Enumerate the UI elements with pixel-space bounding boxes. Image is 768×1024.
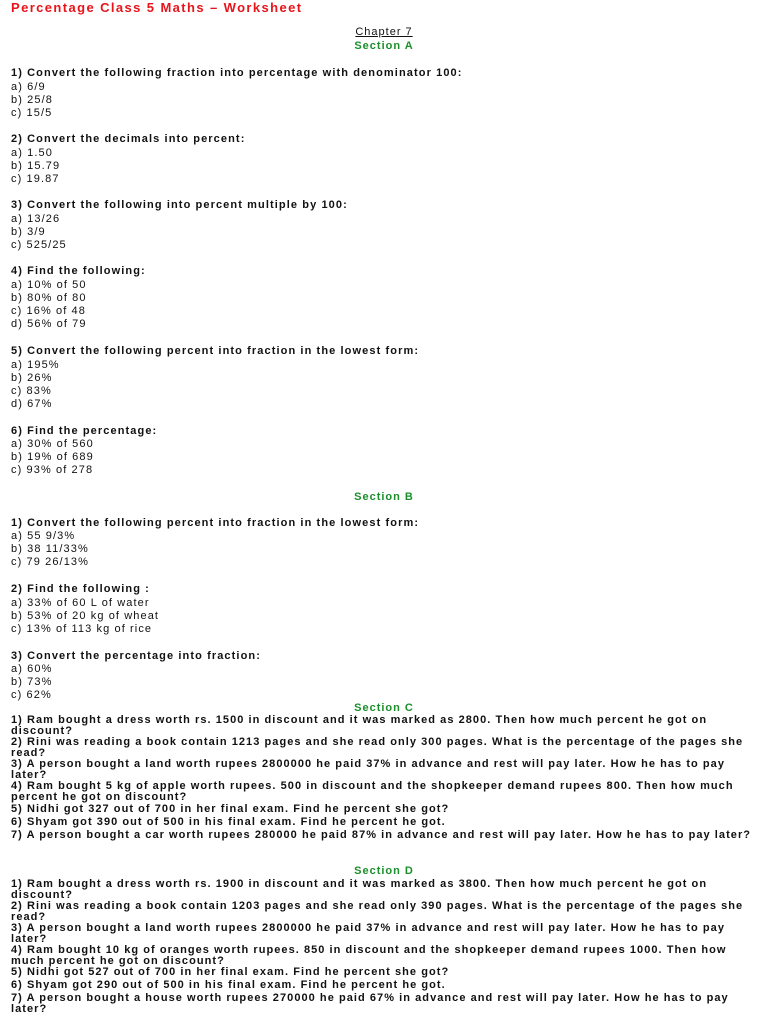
option: a) 60% xyxy=(11,663,53,675)
option: a) 55 9/3% xyxy=(11,530,76,542)
option: b) 26% xyxy=(11,372,53,384)
option: c) 93% of 278 xyxy=(11,464,94,476)
option: c) 525/25 xyxy=(11,239,67,251)
section-b-question-3: 3) Convert the percentage into fraction: xyxy=(11,650,261,662)
option: c) 19.87 xyxy=(11,173,60,185)
section-a-heading: Section A xyxy=(354,40,414,52)
option: a) 6/9 xyxy=(11,81,46,93)
option: b) 25/8 xyxy=(11,94,53,106)
option: c) 13% of 113 kg of rice xyxy=(11,623,153,635)
section-a-question-5: 5) Convert the following percent into fraction in the lowest form: xyxy=(11,345,420,357)
option: c) 15/5 xyxy=(11,107,53,119)
option: a) 33% of 60 L of water xyxy=(11,597,150,609)
section-c-question-1: 1) Ram bought a dress worth rs. 1500 in discount and it was marked as 2800. Then how much percent he got on discount? xyxy=(11,714,708,737)
option: b) 73% xyxy=(11,676,53,688)
section-d-question-1: 1) Ram bought a dress worth rs. 1900 in discount and it was marked as 3800. Then how much percent he got on discount? xyxy=(11,878,708,901)
option: a) 195% xyxy=(11,359,60,371)
option: a) 10% of 50 xyxy=(11,279,87,291)
option: b) 38 11/33% xyxy=(11,543,89,555)
option: a) 13/26 xyxy=(11,213,61,225)
section-d-question-6: 6) Shyam got 290 out of 500 in his final exam. Find he percent he got. xyxy=(11,979,446,991)
section-b-heading: Section B xyxy=(354,491,414,503)
section-d-question-3: 3) A person bought a land worth rupees 2800000 he paid 37% in advance and rest will pay later. How he has to pay later? xyxy=(11,922,726,945)
section-b-question-2: 2) Find the following : xyxy=(11,583,150,595)
section-d-question-7: 7) A person bought a house worth rupees 270000 he paid 67% in advance and rest will pay later. How he has to pay later? xyxy=(11,992,729,1015)
option: b) 3/9 xyxy=(11,226,46,238)
section-c-question-4: 4) Ram bought 5 kg of apple worth rupees. 500 in discount and the shopkeeper demand rupees 800. Then how much percent he got on discount? xyxy=(11,780,734,803)
section-c-heading: Section C xyxy=(354,702,414,714)
section-a-question-6: 6) Find the percentage: xyxy=(11,425,158,437)
section-a-question-1: 1) Convert the following fraction into percentage with denominator 100: xyxy=(11,67,463,79)
option: d) 56% of 79 xyxy=(11,318,87,330)
option: b) 80% of 80 xyxy=(11,292,87,304)
section-d-question-2: 2) Rini was reading a book contain 1203 pages and she read only 390 pages. What is the percentage of the pages she read? xyxy=(11,900,744,923)
option: c) 62% xyxy=(11,689,52,701)
option: a) 1.50 xyxy=(11,147,53,159)
section-d-question-4: 4) Ram bought 10 kg of oranges worth rupees. 850 in discount and the shopkeeper demand rupees 1000. Then how much percent he got on discount? xyxy=(11,944,727,967)
option: b) 19% of 689 xyxy=(11,451,94,463)
option: a) 30% of 560 xyxy=(11,438,94,450)
section-c-question-2: 2) Rini was reading a book contain 1213 pages and she read only 300 pages. What is the percentage of the pages she read? xyxy=(11,736,744,759)
section-a-question-2: 2) Convert the decimals into percent: xyxy=(11,133,246,145)
option: d) 67% xyxy=(11,398,53,410)
section-a-question-3: 3) Convert the following into percent multiple by 100: xyxy=(11,199,348,211)
chapter-label: Chapter 7 xyxy=(355,26,413,38)
section-d-heading: Section D xyxy=(354,865,414,877)
section-c-question-3: 3) A person bought a land worth rupees 2800000 he paid 37% in advance and rest will pay later. How he has to pay later? xyxy=(11,758,726,781)
option: c) 79 26/13% xyxy=(11,556,90,568)
section-a-question-4: 4) Find the following: xyxy=(11,265,146,277)
section-c-question-6: 6) Shyam got 390 out of 500 in his final exam. Find he percent he got. xyxy=(11,816,446,828)
section-c-question-5: 5) Nidhi got 327 out of 700 in her final exam. Find he percent she got? xyxy=(11,803,450,815)
option: b) 15.79 xyxy=(11,160,61,172)
section-c-question-7: 7) A person bought a car worth rupees 280000 he paid 87% in advance and rest will pay later. How he has to pay later? xyxy=(11,829,752,841)
option: c) 83% xyxy=(11,385,52,397)
section-d-question-5: 5) Nidhi got 527 out of 700 in her final exam. Find he percent she got? xyxy=(11,966,450,978)
option: c) 16% of 48 xyxy=(11,305,86,317)
section-b-question-1: 1) Convert the following percent into fraction in the lowest form: xyxy=(11,517,420,529)
worksheet-title: Percentage Class 5 Maths – Worksheet xyxy=(11,0,303,15)
option: b) 53% of 20 kg of wheat xyxy=(11,610,160,622)
